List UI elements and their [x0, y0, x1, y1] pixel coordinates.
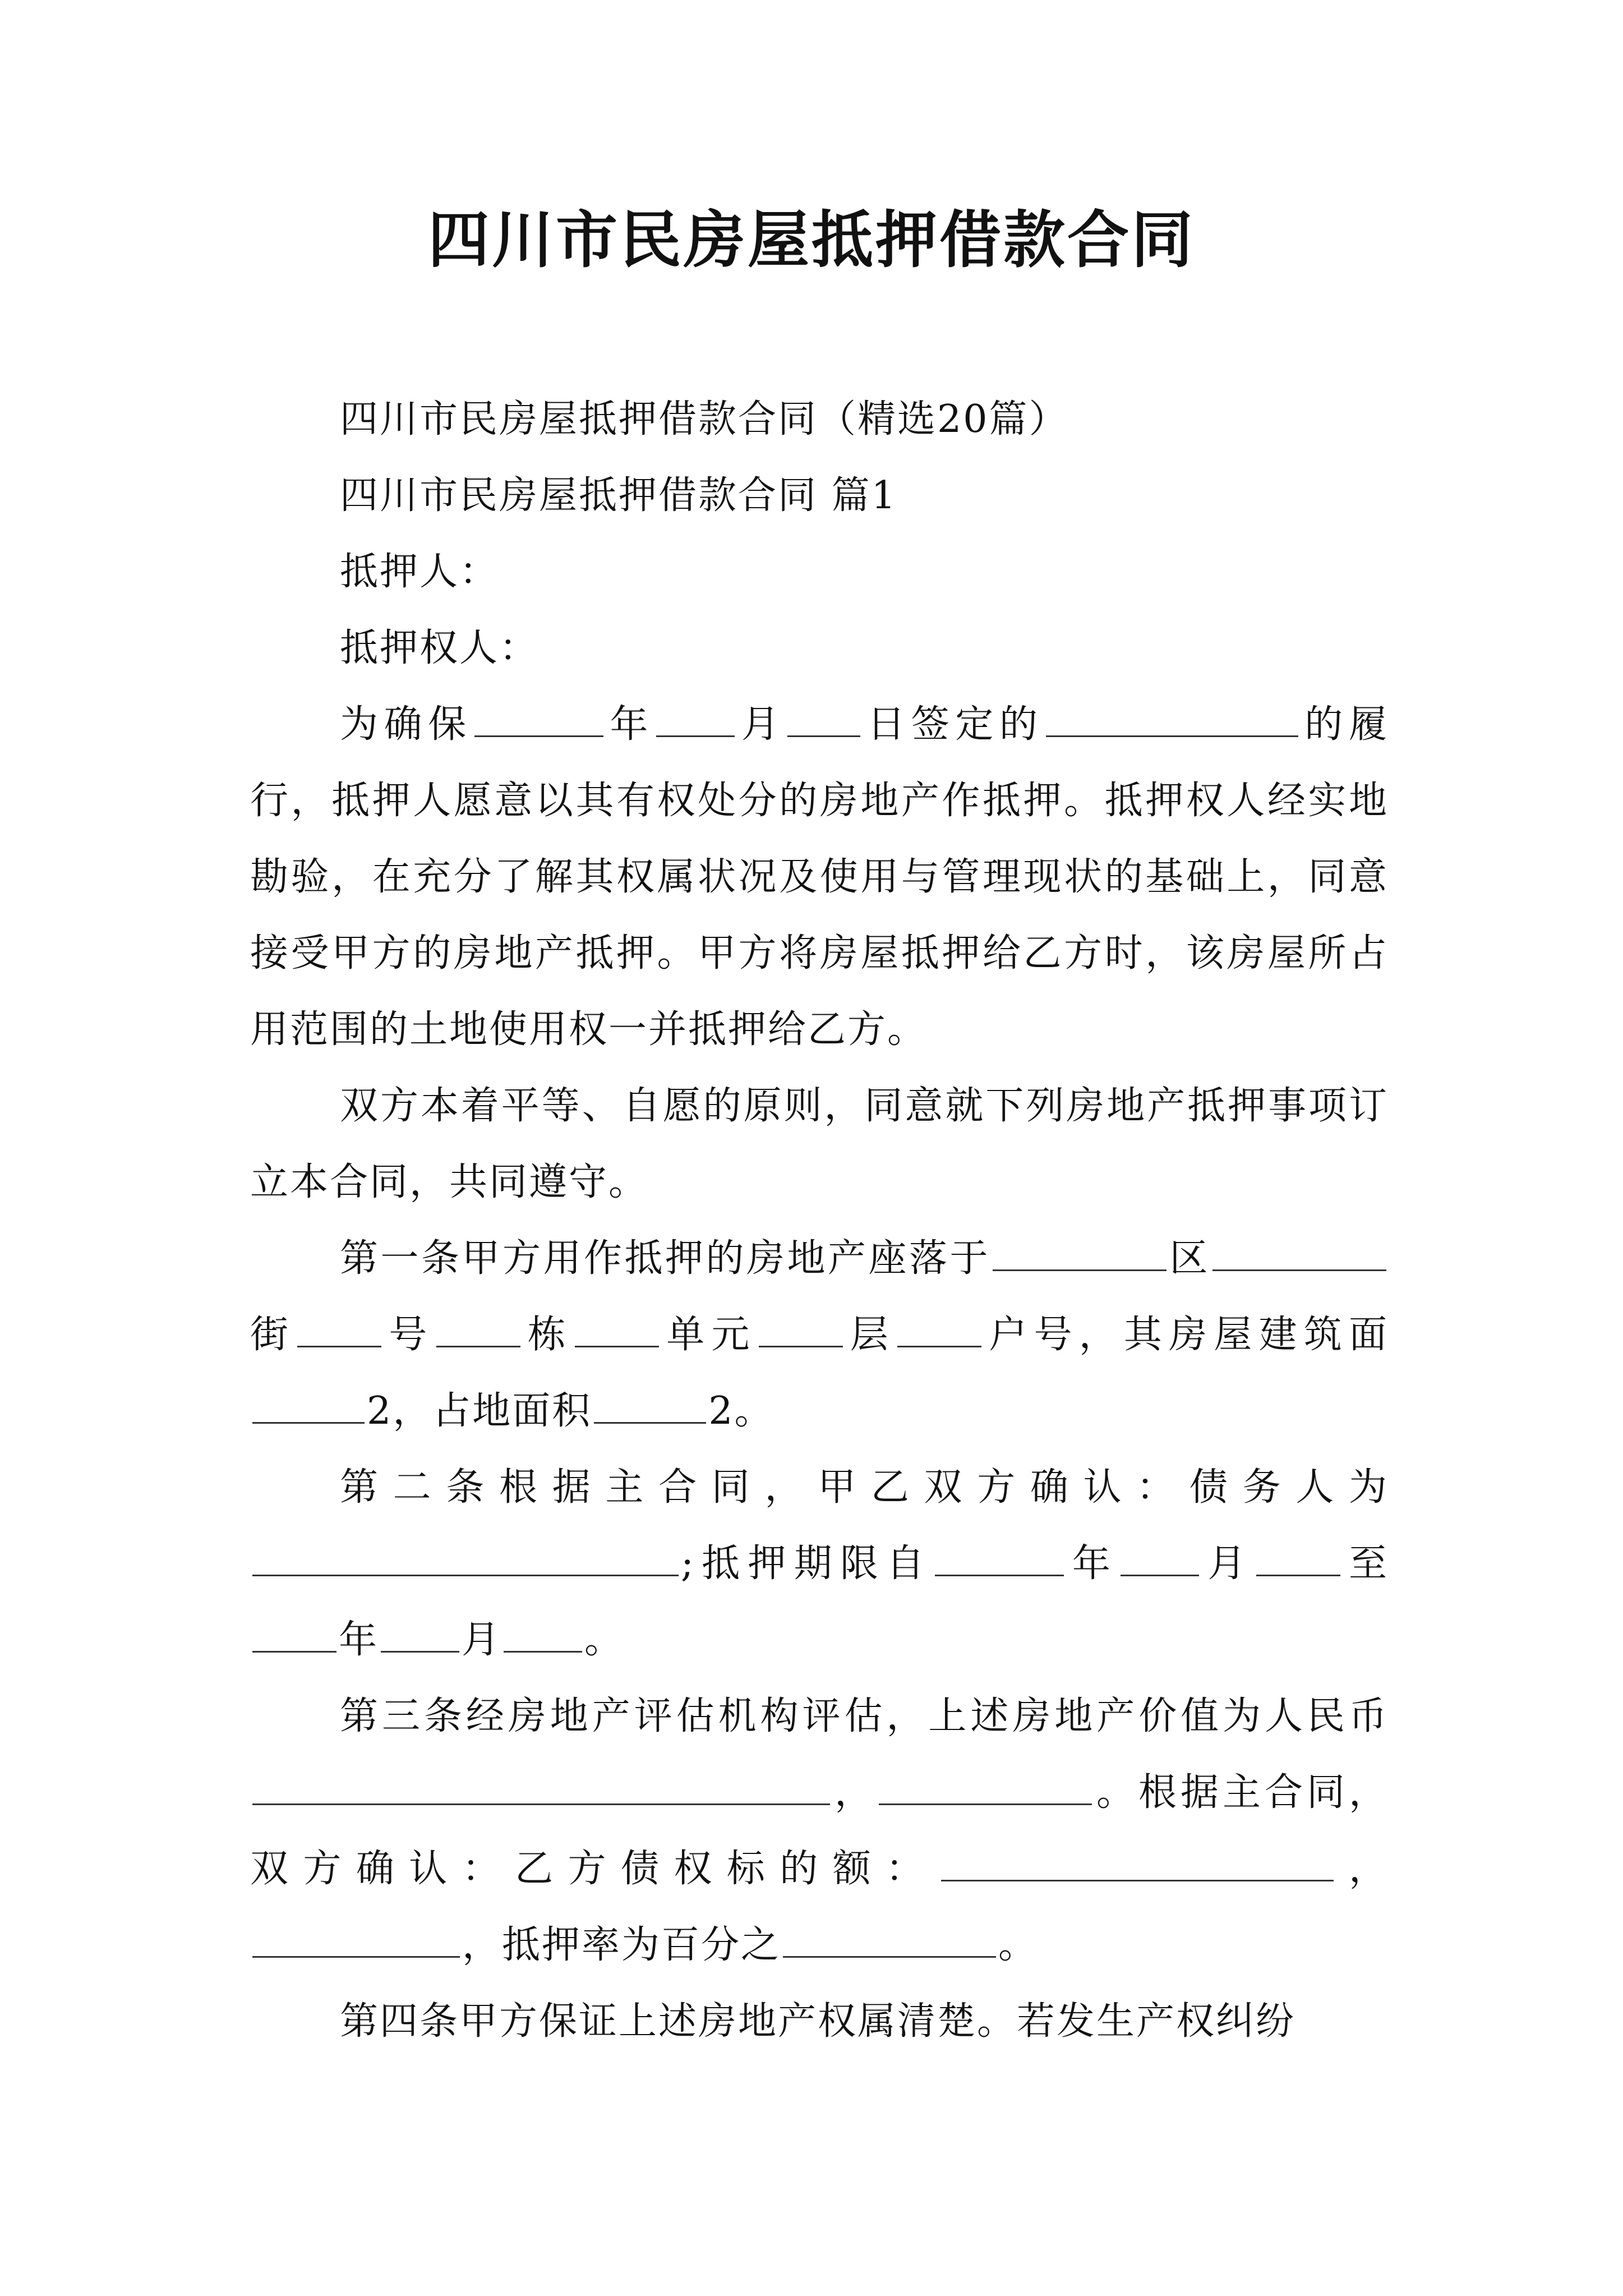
- art2-text-d: 月: [1201, 1542, 1254, 1586]
- blank-contract-name[interactable]: [1046, 702, 1298, 737]
- p1-text-c: 月: [737, 702, 786, 747]
- art2-text-b: ;抵押期限自: [681, 1542, 933, 1586]
- art3-text-b: ，: [832, 1770, 877, 1815]
- article-3: [250, 1678, 1389, 1984]
- art2-text-a: 第二条根据主合同，甲乙双方确认：债务人为: [340, 1465, 1389, 1510]
- section-heading-text: 四川市民房屋抵押借款合同 篇1: [340, 473, 897, 518]
- article-1: [250, 1221, 1389, 1450]
- art2-text-g: 月: [462, 1618, 502, 1662]
- blank-year[interactable]: [474, 702, 603, 737]
- mortgagee-line: [250, 610, 1389, 687]
- art3-text-c: 。根据主合同，双方确认：乙方债权标的额：: [250, 1770, 1389, 1891]
- blank-number[interactable]: [297, 1312, 381, 1347]
- p1-text-d: 日签定的: [863, 702, 1044, 747]
- art3-text-d: ，: [1335, 1847, 1389, 1891]
- document-body: [250, 381, 1389, 2060]
- art3-text-f: 。: [998, 1923, 1039, 1967]
- blank-month[interactable]: [656, 702, 735, 737]
- paragraph-purpose: [250, 687, 1389, 1068]
- document-title: 四川市民房屋抵押借款合同: [428, 204, 1195, 276]
- blank-end-month[interactable]: [381, 1617, 459, 1653]
- mortgagee-label: 抵押权人：: [340, 626, 540, 670]
- art1-text-e: 栋: [522, 1313, 573, 1357]
- art1-text-i: 2，占地面积: [367, 1389, 592, 1433]
- blank-claim-figures[interactable]: [252, 1922, 460, 1958]
- p1-text-b: 年: [605, 702, 654, 747]
- blank-day[interactable]: [787, 702, 860, 737]
- blank-district[interactable]: [993, 1236, 1166, 1271]
- subtitle-text: 四川市民房屋抵押借款合同（精选20篇）: [340, 397, 1069, 441]
- art3-text-a: 第三条经房地产评估机构评估，上述房地产价值为人民币: [340, 1694, 1389, 1738]
- mortgagor-label: 抵押人：: [340, 550, 500, 594]
- blank-floor[interactable]: [759, 1312, 843, 1347]
- p2-text: 双方本着平等、自愿的原则，同意就下列房地产抵押事项订立本合同，共同遵守。: [250, 1084, 1389, 1204]
- blank-building-area[interactable]: [252, 1388, 365, 1424]
- blank-start-year[interactable]: [935, 1541, 1064, 1576]
- p1-text-e: 的履行，抵押人愿意以其有权处分的房地产作抵押。抵押权人经实地勘验，在充分了解其权属状况及使用与管理现状的基础上，同意接受甲方的房地产抵押。甲方将房屋抵押给乙方时，该房屋所占用范围的土地使用权一并抵押给乙方。: [250, 702, 1389, 1052]
- blank-value-figures[interactable]: [879, 1770, 1092, 1805]
- blank-debtor[interactable]: [252, 1541, 679, 1576]
- blank-building[interactable]: [436, 1312, 520, 1347]
- art4-text: 第四条甲方保证上述房地产权属清楚。若发生产权纠纷: [340, 1999, 1296, 2044]
- blank-land-area[interactable]: [594, 1388, 706, 1424]
- section-heading: [250, 458, 1389, 534]
- blank-start-day[interactable]: [1256, 1541, 1340, 1576]
- article-4: [250, 1984, 1389, 2060]
- art1-text-f: 单元: [661, 1313, 757, 1357]
- blank-claim-amount[interactable]: [941, 1846, 1334, 1881]
- art2-text-f: 年: [339, 1618, 379, 1662]
- art1-text-d: 号: [384, 1313, 434, 1357]
- paragraph-principle: [250, 1068, 1389, 1221]
- blank-unit[interactable]: [575, 1312, 659, 1347]
- art1-text-g: 层: [845, 1313, 896, 1357]
- blank-start-month[interactable]: [1121, 1541, 1199, 1576]
- p1-text-a: 为确保: [340, 702, 472, 747]
- art1-text-j: 2。: [708, 1389, 774, 1433]
- blank-mortgage-rate[interactable]: [783, 1922, 996, 1958]
- article-2: [250, 1450, 1389, 1678]
- art1-text-a: 第一条甲方用作抵押的房地产座落于: [340, 1236, 990, 1281]
- art2-text-h: 。: [584, 1618, 625, 1662]
- mortgagor-line: [250, 534, 1389, 610]
- art1-text-b: 区: [1168, 1236, 1210, 1281]
- blank-street[interactable]: [1212, 1236, 1386, 1271]
- blank-end-year[interactable]: [252, 1617, 336, 1653]
- art3-text-e: ，抵押率为百分之: [462, 1923, 781, 1967]
- art1-text-h: 户号，其房屋建筑面: [984, 1313, 1389, 1357]
- art2-text-e: 至: [1342, 1542, 1389, 1586]
- blank-room[interactable]: [897, 1312, 981, 1347]
- art1-text-c: 街: [250, 1313, 296, 1357]
- subtitle: [250, 381, 1389, 458]
- blank-end-day[interactable]: [504, 1617, 582, 1653]
- art2-text-c: 年: [1066, 1542, 1119, 1586]
- blank-value-words[interactable]: [252, 1770, 830, 1805]
